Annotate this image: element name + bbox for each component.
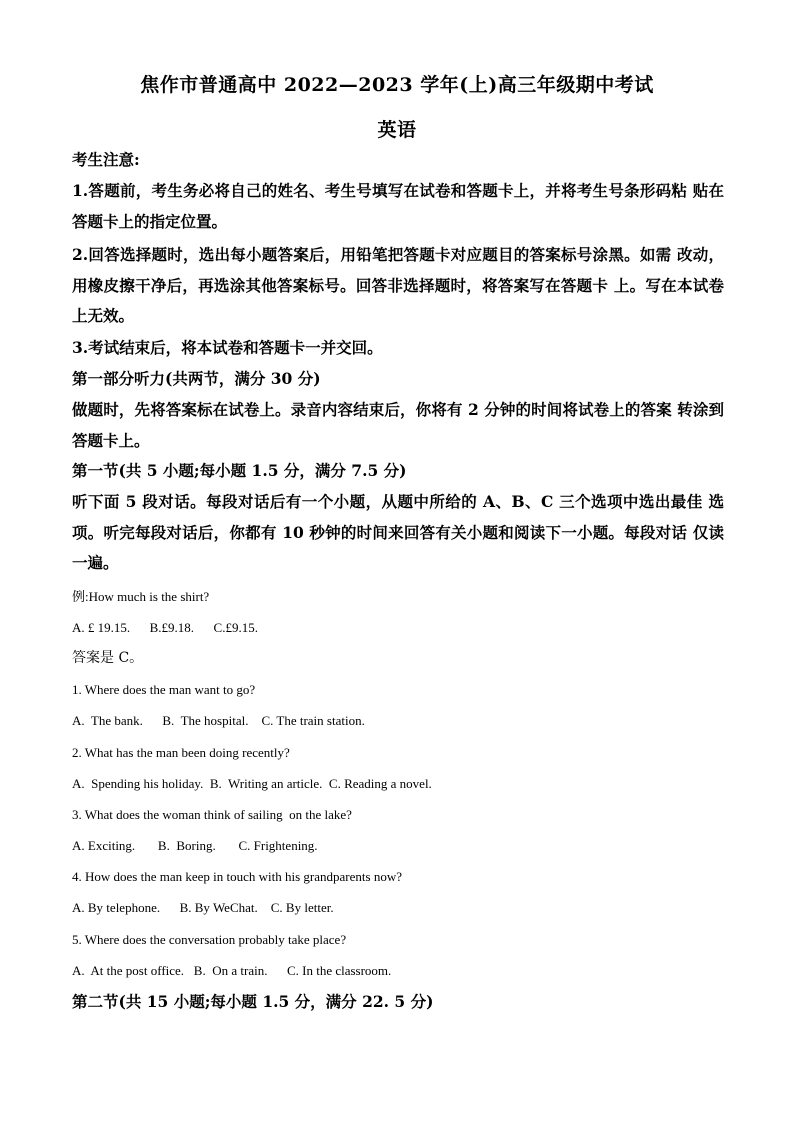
notice-heading: 考生注意:: [72, 150, 140, 169]
question-2-stem: 2. What has the man been doing recently?: [72, 745, 290, 760]
section1-instruction: 听下面 5 段对话。每段对话后有一个小题，从题中所给的 A、B、C 三个选项中选出最佳 选项。听完每段对话后，你都有 10 秒钟的时间来回答有关小题和阅读下一小题。每段对话 仅读一遍。: [72, 492, 724, 572]
part1-instruction: 做题时，先将答案标在试卷上。录音内容结束后，你将有 2 分钟的时间将试卷上的答案 转涂到答题卡上。: [72, 400, 724, 450]
exam-title: 焦作市普通高中 2022—2023 学年(上)高三年级期中考试: [140, 74, 654, 96]
notice-item-2: 2.回答选择题时，选出每小题答案后，用铅笔把答题卡对应题目的答案标号涂黑。如需 改动，用橡皮擦干净后，再选涂其他答案标号。回答非选择题时，将答案写在答题卡 上。写在本试卷上无效。: [72, 245, 724, 325]
question-4-options: A. By telephone. B. By WeChat. C. By letter.: [72, 900, 334, 915]
section2-heading: 第二节(共 15 小题;每小题 1.5 分，满分 22. 5 分): [72, 992, 434, 1011]
question-5-stem: 5. Where does the conversation probably take place?: [72, 932, 347, 947]
notice-item-3: 3.考试结束后，将本试卷和答题卡一并交回。: [72, 338, 383, 357]
part1-heading: 第一部分听力(共两节，满分 30 分): [72, 369, 321, 388]
example-options: A. £ 19.15. B.£9.18. C.£9.15.: [72, 620, 258, 635]
question-4-stem: 4. How does the man keep in touch with his grandparents now?: [72, 869, 402, 884]
question-3-options: A. Exciting. B. Boring. C. Frightening.: [72, 838, 318, 853]
section1-heading: 第一节(共 5 小题;每小题 1.5 分，满分 7.5 分): [72, 461, 407, 480]
question-5-options: A. At the post office. B. On a train. C. In the classroom.: [72, 963, 392, 978]
notice-item-1: 1.答题前，考生务必将自己的姓名、考生号填写在试卷和答题卡上，并将考生号条形码粘 贴在答题卡上的指定位置。: [72, 181, 724, 231]
exam-subject: 英语: [377, 119, 417, 141]
question-3-stem: 3. What does the woman think of sailing on the lake?: [72, 807, 352, 822]
question-2-options: A. Spending his holiday. B. Writing an article. C. Reading a novel.: [72, 776, 432, 791]
question-1-stem: 1. Where does the man want to go?: [72, 682, 256, 697]
question-1-options: A. The bank. B. The hospital. C. The train station.: [72, 713, 365, 728]
example-question: 例:How much is the shirt?: [72, 589, 210, 604]
example-answer: 答案是 C。: [72, 650, 144, 666]
